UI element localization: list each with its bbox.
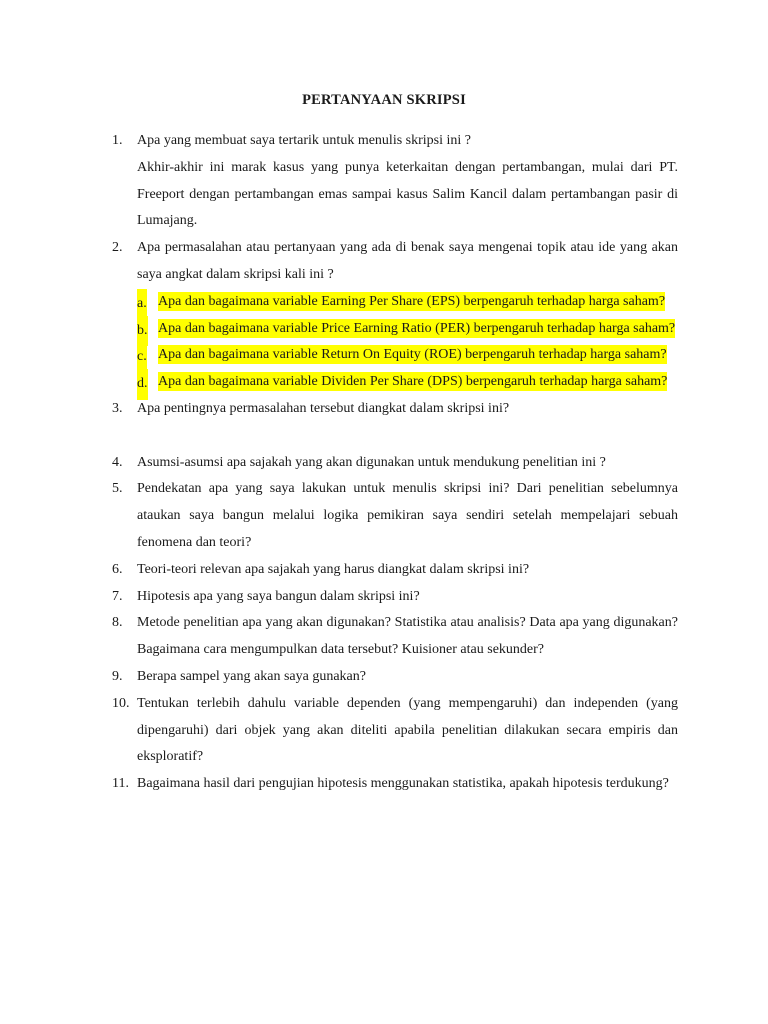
item-text: Metode penelitian apa yang akan digunakan? Statistika atau analisis? Data apa yang digunakan? Bagaimana cara mengumpulkan data tersebut? Kuisioner atau sekunder? xyxy=(137,615,678,658)
list-item-7 xyxy=(112,584,678,611)
sub-item-letter: a. xyxy=(137,289,147,320)
list-item-1 xyxy=(112,128,678,235)
list-item-3 xyxy=(112,396,678,423)
item-text: Tentukan terlebih dahulu variable dependen (yang mempengaruhi) dan independen (yang dipengaruhi) dari objek yang akan diteliti apabila penelitian dilakukan secara empiris dan eksploratif? xyxy=(137,695,678,765)
item-number: 9. xyxy=(112,668,123,684)
item-text: Apa pentingnya permasalahan tersebut diangkat dalam skripsi ini? xyxy=(137,400,510,416)
sub-item-d xyxy=(112,369,678,396)
item-number: 5. xyxy=(112,481,123,497)
item-text: Hipotesis apa yang saya bangun dalam skripsi ini? xyxy=(137,588,420,604)
item-number: 1. xyxy=(112,133,123,148)
list-item-9 xyxy=(112,664,678,691)
item-number: 3. xyxy=(112,400,123,416)
sub-item-b xyxy=(112,316,678,343)
list-item-10 xyxy=(112,691,678,771)
blank-line xyxy=(112,423,678,450)
item-number: 10. xyxy=(112,695,130,711)
highlighted-text: Apa dan bagaimana variable Price Earning Ratio (PER) berpengaruh terhadap harga saham? xyxy=(158,320,676,336)
item-number: 4. xyxy=(112,454,123,470)
list-item-2 xyxy=(112,235,678,289)
item-question: Apa permasalahan atau pertanyaan yang ada di benak saya mengenai topik atau ide yang akan saya angkat dalam skripsi kali ini ? xyxy=(137,240,678,282)
item-text: Berapa sampel yang akan saya gunakan? xyxy=(137,668,366,684)
item-text: Asumsi-asumsi apa sajakah yang akan digunakan untuk mendukung penelitian ini ? xyxy=(137,454,606,470)
item-number: 6. xyxy=(112,561,123,577)
highlighted-text: Apa dan bagaimana variable Earning Per Share (EPS) berpengaruh terhadap harga saham? xyxy=(158,293,666,309)
item-text: Pendekatan apa yang saya lakukan untuk menulis skripsi ini? Dari penelitian sebelumnya ataukan saya bangun melalui logika pemikiran saya sendiri setelah mempelajari sebuah fenomena dan teori? xyxy=(137,481,678,550)
list-item-11 xyxy=(112,771,678,798)
highlighted-text: Apa dan bagaimana variable Return On Equity (ROE) berpengaruh terhadap harga saham? xyxy=(158,347,667,363)
item-text: Teori-teori relevan apa sajakah yang harus diangkat dalam skripsi ini? xyxy=(137,561,530,577)
list-item-8 xyxy=(112,610,678,664)
list-item-4 xyxy=(112,450,678,477)
list-item-5 xyxy=(112,476,678,556)
item-question: Apa yang membuat saya tertarik untuk menulis skripsi ini ? xyxy=(137,133,471,148)
item-number: 11. xyxy=(112,776,129,792)
item-number: 8. xyxy=(112,615,123,631)
item-number: 7. xyxy=(112,588,123,604)
highlighted-text: Apa dan bagaimana variable Dividen Per Share (DPS) berpengaruh terhadap harga saham? xyxy=(158,374,668,390)
sub-item-c xyxy=(112,342,678,369)
item-text: Bagaimana hasil dari pengujian hipotesis menggunakan statistika, apakah hipotesis terdukung? xyxy=(137,776,669,792)
list-item-6 xyxy=(112,557,678,584)
sub-item-a xyxy=(112,289,678,316)
sub-item-letter: c. xyxy=(137,342,147,373)
sub-item-letter: b. xyxy=(137,316,148,347)
item-answer: Akhir-akhir ini marak kasus yang punya keterkaitan dengan pertambangan, mulai dari PT. Freeport dengan pertambangan emas sampai kasus Salim Kancil dalam pertambangan pasir di Lumajang. xyxy=(137,159,678,229)
question-list xyxy=(112,128,678,798)
sub-item-letter: d. xyxy=(137,369,148,400)
page-title: PERTANYAAN SKRIPSI xyxy=(302,92,466,108)
item-number: 2. xyxy=(112,240,123,256)
